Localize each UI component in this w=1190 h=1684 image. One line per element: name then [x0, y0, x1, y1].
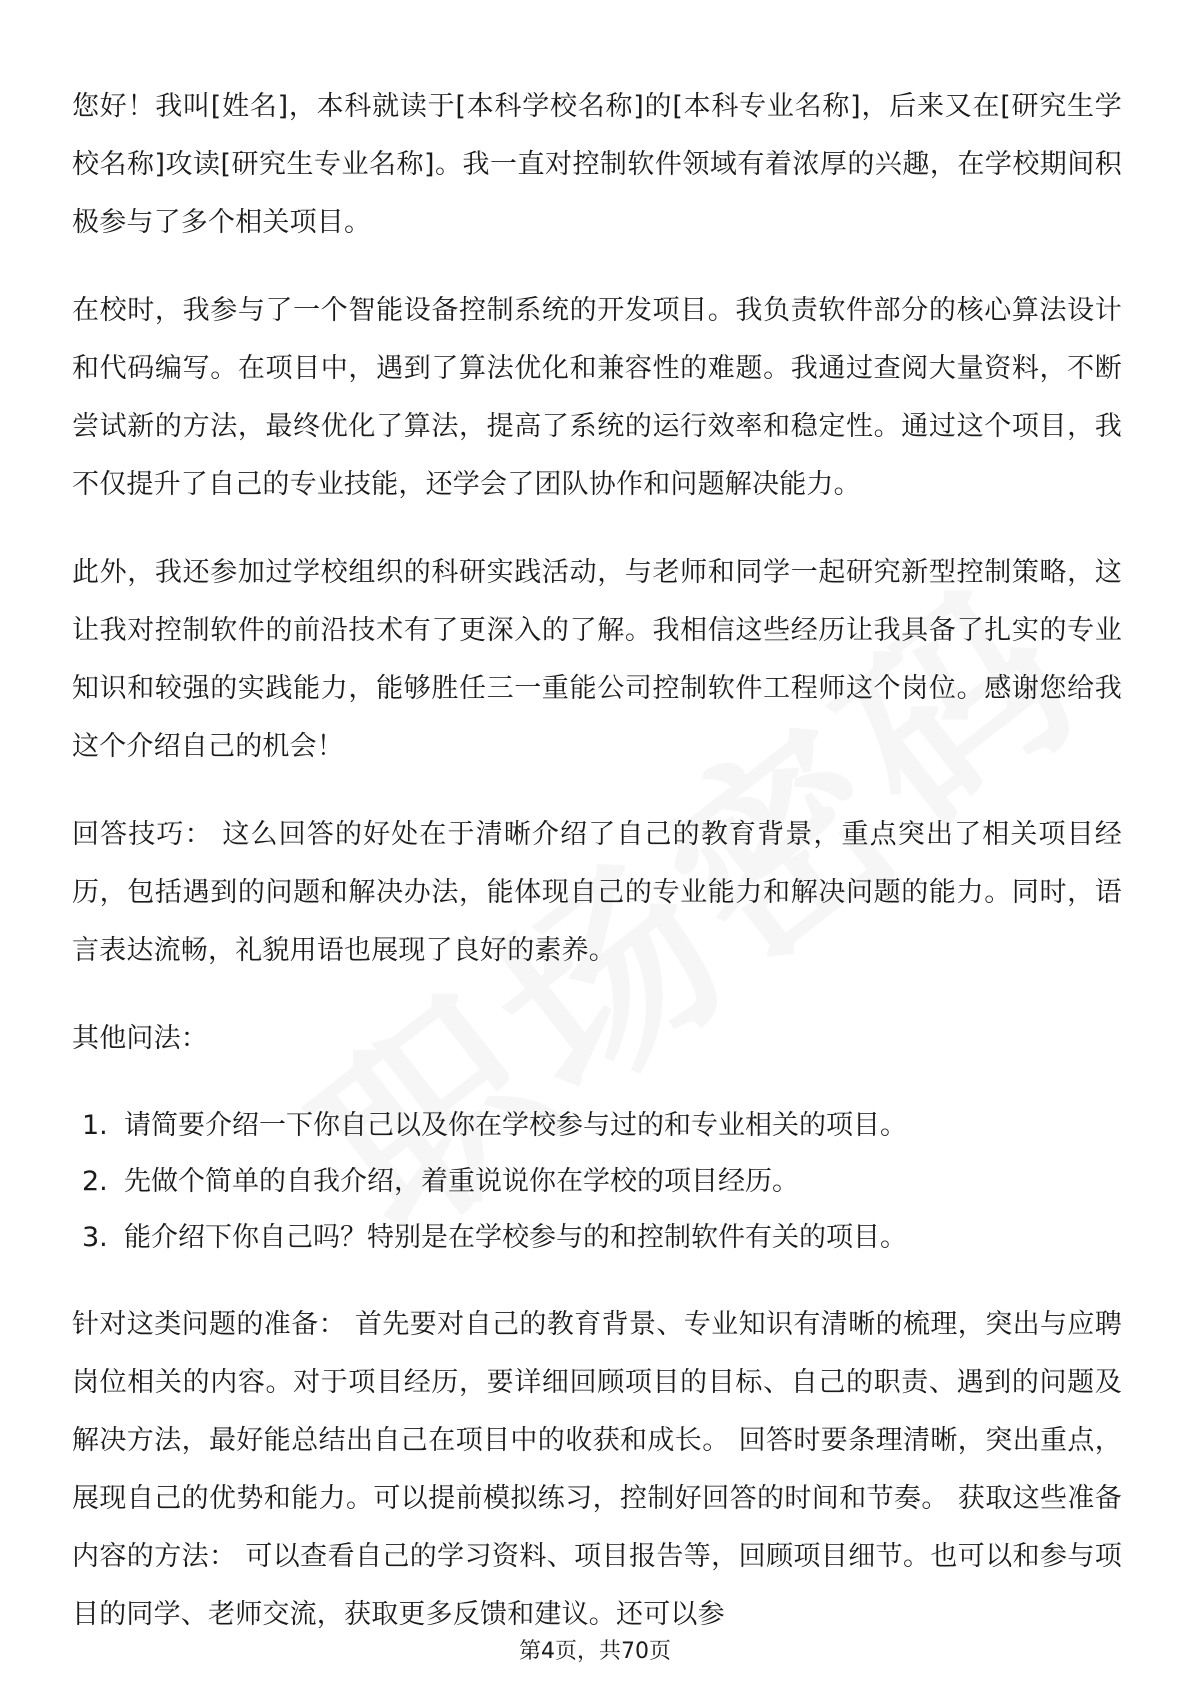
list-item-number: 3. — [82, 1222, 108, 1253]
project-paragraph: 在校时，我参与了一个智能设备控制系统的开发项目。我负责软件部分的核心算法设计和代码编写。在项目中，遇到了算法优化和兼容性的难题。我通过查阅大量资料，不断尝试新的方法，最终优化了算法，提高了系统的运行效率和稳定性。通过这个项目，我不仅提升了自己的专业技能，还学会了团队协作和问题解决能力。 — [72, 295, 1122, 500]
document-body — [72, 78, 1122, 1674]
tips-paragraph: 回答技巧： 这么回答的好处在于清晰介绍了自己的教育背景，重点突出了相关项目经历，包括遇到的问题和解决办法，能体现自己的专业能力和解决问题的能力。同时，语言表达流畅，礼貌用语也展现了良好的素养。 — [72, 819, 1122, 966]
research-paragraph: 此外，我还参加过学校组织的科研实践活动，与老师和同学一起研究新型控制策略，这让我对控制软件的前沿技术有了更深入的了解。我相信这些经历让我具备了扎实的专业知识和较强的实践能力，能够胜任三一重能公司控制软件工程师这个岗位。感谢您给我这个介绍自己的机会！ — [72, 557, 1122, 762]
intro-paragraph: 您好！我叫[姓名]，本科就读于[本科学校名称]的[本科专业名称]，后来又在[研究生学校名称]攻读[研究生专业名称]。我一直对控制软件领域有着浓厚的兴趣，在学校期间积极参与了多个相关项目。 — [72, 91, 1122, 238]
other-questions-heading: 其他问法： — [72, 1023, 208, 1054]
list-item-text: 能介绍下你自己吗？特别是在学校参与的和控制软件有关的项目。 — [124, 1222, 907, 1253]
preparation-paragraph: 针对这类问题的准备： 首先要对自己的教育背景、专业知识有清晰的梳理，突出与应聘岗位相关的内容。对于项目经历，要详细回顾项目的目标、自己的职责、遇到的问题及解决方法，最好能总结出自己在项目中的收获和成长。 回答时要条理清晰，突出重点，展现自己的优势和能力。可以提前模拟练习，控制好回答的时间和节奏。 获取这些准备内容的方法： 可以查看自己的学习资料、项目报告等，回顾项目细节。也可以和参与项目的同学、老师交流，获取更多反馈和建议。还可以参 — [72, 1309, 1122, 1630]
page-number: 第4页，共70页 — [519, 1639, 671, 1664]
list-item-text: 请简要介绍一下你自己以及你在学校参与过的和专业相关的项目。 — [124, 1110, 907, 1141]
list-item-number: 1. — [82, 1110, 108, 1141]
list-item-text: 先做个简单的自我介绍，着重说说你在学校的项目经历。 — [124, 1166, 799, 1197]
list-item-number: 2. — [82, 1166, 108, 1197]
other-questions-list — [72, 1098, 1122, 1266]
list-item — [72, 1154, 1122, 1210]
list-item — [72, 1210, 1122, 1266]
list-item — [72, 1098, 1122, 1154]
